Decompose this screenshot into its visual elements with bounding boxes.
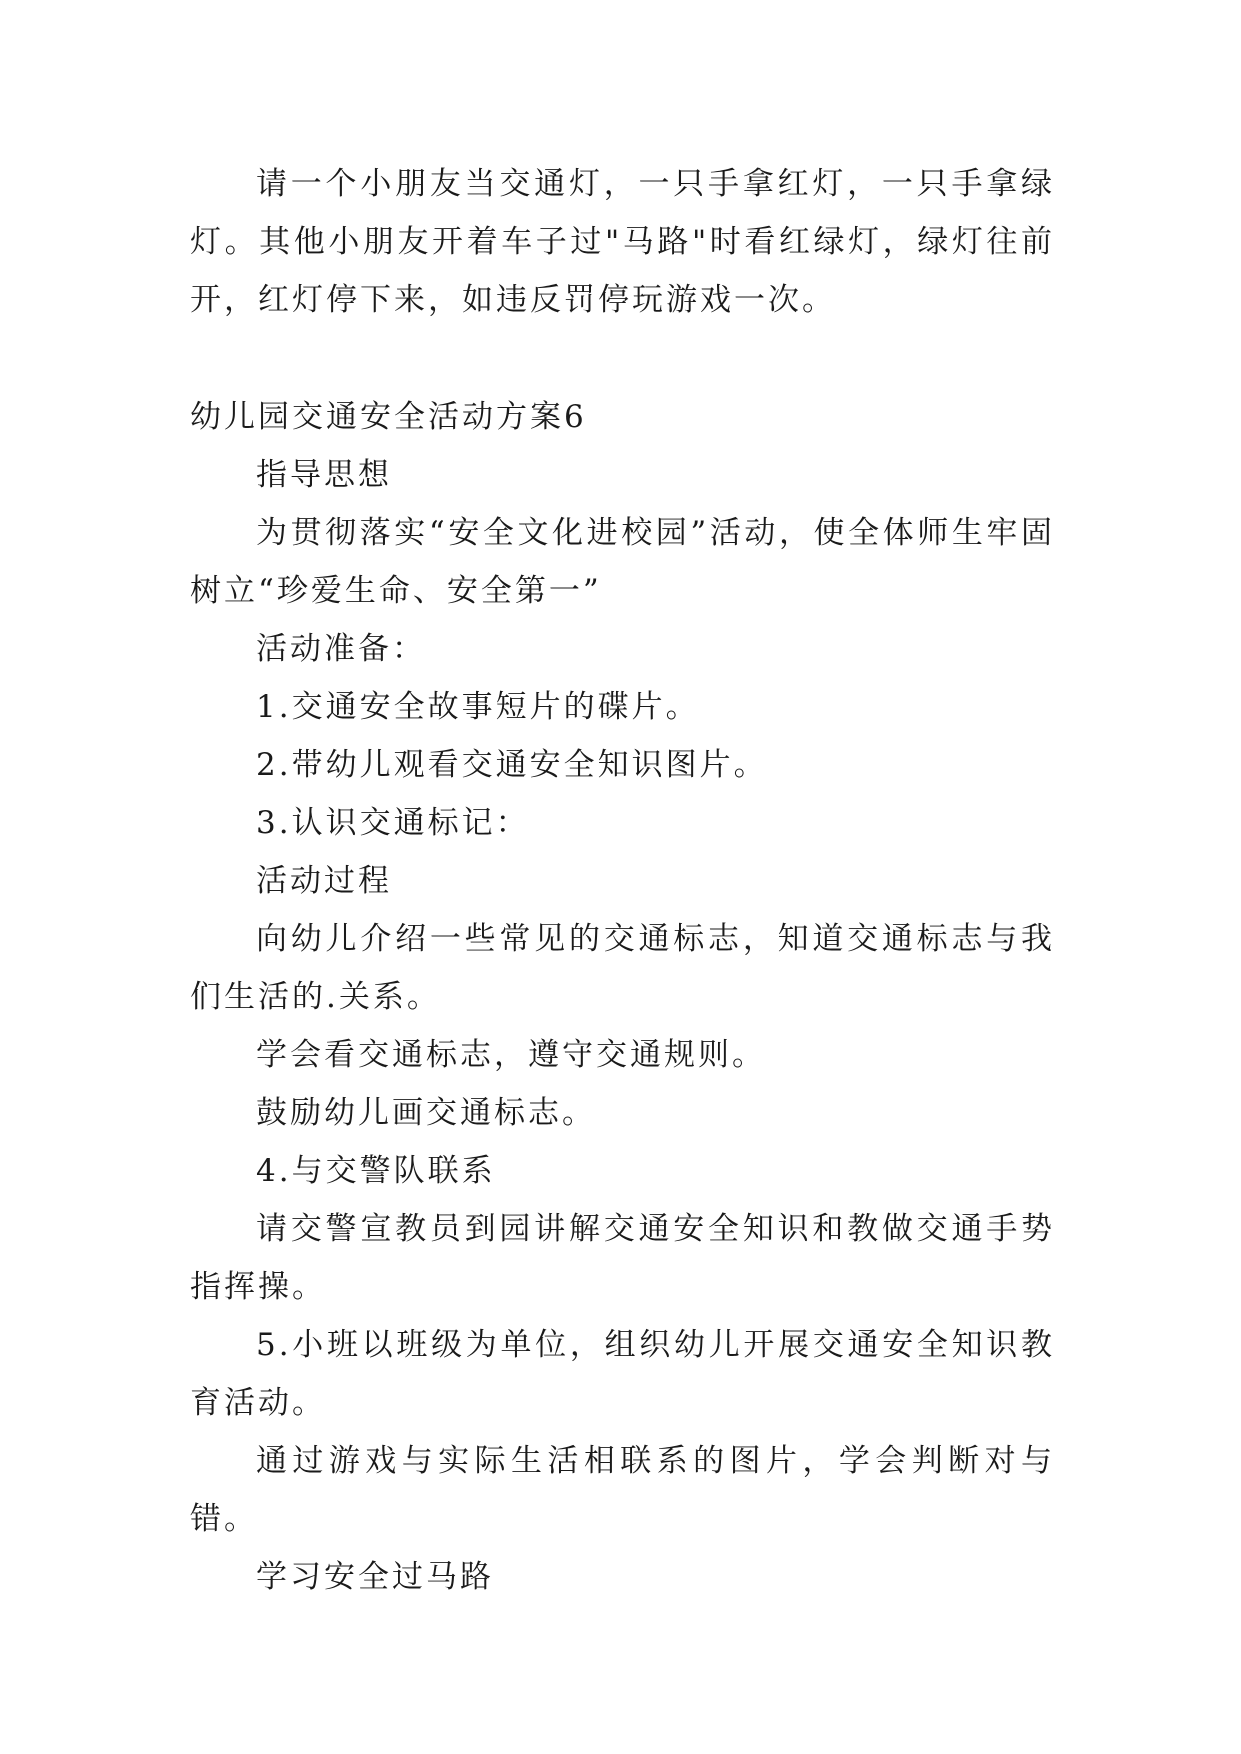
- paragraph-games: 通过游戏与实际生活相联系的图片，学会判断对与错。: [190, 1443, 1055, 1537]
- paragraph-police-lecture: 请交警宣教员到园讲解交通安全知识和教做交通手势指挥操。: [190, 1211, 1055, 1305]
- paragraph-prep-item-3: 3.认识交通标记：: [256, 805, 530, 841]
- paragraph-signs-intro: 向幼儿介绍一些常见的交通标志，知道交通标志与我们生活的.关系。: [190, 921, 1055, 1015]
- paragraph-follow-rules: 学会看交通标志，遵守交通规则。: [256, 1037, 766, 1073]
- section-title: 幼儿园交通安全活动方案6: [190, 399, 587, 435]
- top-text-block: [190, 155, 1055, 329]
- paragraph-prep-item-1: 1.交通安全故事短片的碟片。: [256, 689, 700, 725]
- paragraph-draw-signs: 鼓励幼儿画交通标志。: [256, 1095, 596, 1131]
- paragraph-purpose: 为贯彻落实“安全文化进校园”活动，使全体师生牢固树立“珍爱生命、安全第一”: [190, 515, 1055, 609]
- paragraph-item-4: 4.与交警队联系: [256, 1153, 496, 1189]
- paragraph-preparation-heading: 活动准备：: [256, 631, 426, 667]
- paragraph-prep-item-2: 2.带幼儿观看交通安全知识图片。: [256, 747, 768, 783]
- section-block: [190, 388, 1055, 1606]
- paragraph-item-5: 5.小班以班级为单位，组织幼儿开展交通安全知识教育活动。: [190, 1327, 1055, 1421]
- top-paragraph: 请一个小朋友当交通灯，一只手拿红灯，一只手拿绿灯。其他小朋友开着车子过"马路"时看红绿灯，绿灯往前开，红灯停下来，如违反罚停玩游戏一次。: [190, 166, 1055, 318]
- paragraph-process-heading: 活动过程: [256, 863, 392, 899]
- paragraph-cross-road: 学习安全过马路: [256, 1559, 494, 1595]
- paragraph-guiding-idea: 指导思想: [256, 457, 392, 493]
